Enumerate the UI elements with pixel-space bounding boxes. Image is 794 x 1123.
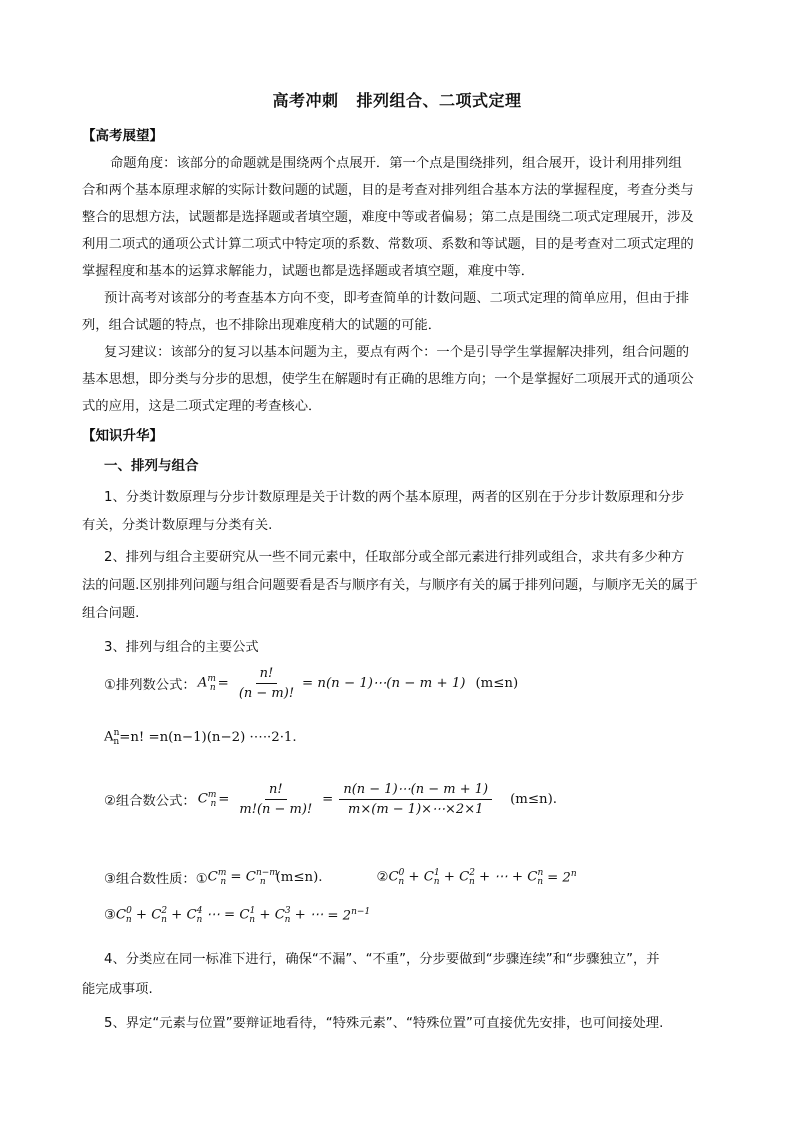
- paragraph-line: 预计高考对该部分的考查基本方向不变，即考查简单的计数问题、二项式定理的简单应用，但由于排: [104, 291, 690, 306]
- permutation-formula: ①排列数公式： $A^m_n$ = $\frac{n!}{(n - m)!}$ = n(n − 1)⋯(n − m + 1) (m≤n): [104, 666, 519, 701]
- combination-formula: ②组合数公式： $C^m_n$ = $\frac{n!}{m!(n - m)!}$ = $\frac{n(n - 1)\cdots(n - m + 1)}{m\times(m - 1)\times\cdots\times 2\times 1}$ (m≤n).: [104, 782, 557, 817]
- formula-condition: (m≤n).: [275, 870, 323, 886]
- paragraph-line: 能完成事项.: [82, 982, 153, 997]
- paragraph-line: 有关，分类计数原理与分类有关.: [82, 518, 273, 533]
- section-header-outlook: 【高考展望】: [82, 128, 163, 144]
- paragraph-line: 利用二项式的通项公式计算二项式中特定项的系数、常数项、系数和等试题，目的是考查对二项式定理的: [82, 237, 694, 252]
- formula-rhs: = n(n − 1)⋯(n − m + 1): [302, 676, 466, 691]
- paragraph-line: 4、分类应在同一标准下进行，确保“不漏”、“不重”，分步要做到“步骤连续”和“步骤独立”，并: [104, 952, 660, 967]
- formula-label: ③: [104, 908, 116, 924]
- paragraph-line: 式的应用，这是二项式定理的考查核心．: [82, 399, 322, 414]
- paragraph-line: 2、排列与组合主要研究从一些不同元素中，任取部分或全部元素进行排列或组合，求共有多少种方: [104, 550, 685, 565]
- paragraph-line: 法的问题.区别排列问题与组合问题要看是否与顺序有关，与顺序有关的属于排列问题，与顺序无关的属于: [82, 578, 698, 593]
- page-title: [0, 88, 794, 111]
- full-permutation-formula: $A^n_n$ =n! =n(n−1)(n−2) ·⋯·2·1.: [104, 728, 297, 748]
- formula-rhs: = 2: [327, 908, 352, 924]
- formula-condition: (m≤n).: [510, 792, 557, 807]
- paragraph-line: 5、界定“元素与位置”要辩证地看待，“特殊元素”、“特殊位置”可直接优先安排，也可间接处理.: [104, 1016, 664, 1031]
- paragraph-line: 列，组合试题的特点，也不排除出现难度稍大的试题的可能．: [82, 318, 442, 333]
- paragraph-line: 1、分类计数原理与分步计数原理是关于计数的两个基本原理，两者的区别在于分步计数原理和分步: [104, 490, 685, 505]
- subheader-permutation: 一、排列与组合: [104, 458, 199, 474]
- paragraph-line: 整合的思想方法，试题都是选择题或者填空题，难度中等或者偏易；第二点是围绕二项式定理展开，涉及: [82, 210, 694, 225]
- formula-condition: (m≤n): [475, 676, 519, 691]
- fraction: $\frac{n!}{(n - m)!}$: [238, 666, 295, 701]
- formula-label: ②组合数公式：: [104, 794, 196, 809]
- title-part1: 高考冲刺: [272, 91, 339, 110]
- formula-label: ①排列数公式：: [104, 678, 196, 693]
- formula-text: =n! =n(n−1)(n−2) ·⋯·2·1.: [119, 730, 297, 746]
- paragraph-line: 3、排列与组合的主要公式: [104, 640, 259, 655]
- paragraph-line: 复习建议：该部分的复习以基本问题为主，要点有两个：一个是引导学生掌握解决排列，组合问题的: [104, 345, 690, 360]
- fraction: $\frac{n!}{m!(n - m)!}$: [239, 782, 313, 817]
- paragraph-line: 基本思想，即分类与分步的思想，使学生在解题时有正确的思维方向；一个是掌握好二项展开式的通项公: [82, 372, 694, 387]
- title-part2: 排列组合、二项式定理: [356, 91, 522, 110]
- combination-parity-formula: ③ $C^0_n + C^2_n + C^4_n$ ⋯ = $C^1_n + C^3_n$ + ⋯ = $2^{n-1}$: [104, 906, 371, 926]
- paragraph-line: 组合问题.: [82, 606, 140, 621]
- formula-label: ③组合数性质：①: [104, 872, 208, 888]
- formula-label: ②: [376, 870, 389, 886]
- paragraph-line: 合和两个基本原理求解的实际计数问题的试题，目的是考查对排列组合基本方法的掌握程度，考查分类与: [82, 183, 694, 198]
- combination-properties: ③组合数性质：① $C^m_n = C^{n-m}_n$ (m≤n). ② $C^0_n + C^1_n + C^2_n$ + ⋯ + $C^n_n$ = $2^n$: [104, 868, 577, 888]
- formula-rhs: = 2: [547, 870, 571, 886]
- section-header-knowledge: 【知识升华】: [82, 428, 163, 444]
- fraction: $\frac{n(n - 1)\cdots(n - m + 1)}{m\times(m - 1)\times\cdots\times 2\times 1}$: [339, 782, 492, 817]
- paragraph-line: 掌握程度和基本的运算求解能力，试题也都是选择题或者填空题，难度中等．: [82, 264, 535, 279]
- paragraph-line: 命题角度：该部分的命题就是围绕两个点展开．第一个点是围绕排列，组合展开，设计利用排列组: [110, 156, 682, 171]
